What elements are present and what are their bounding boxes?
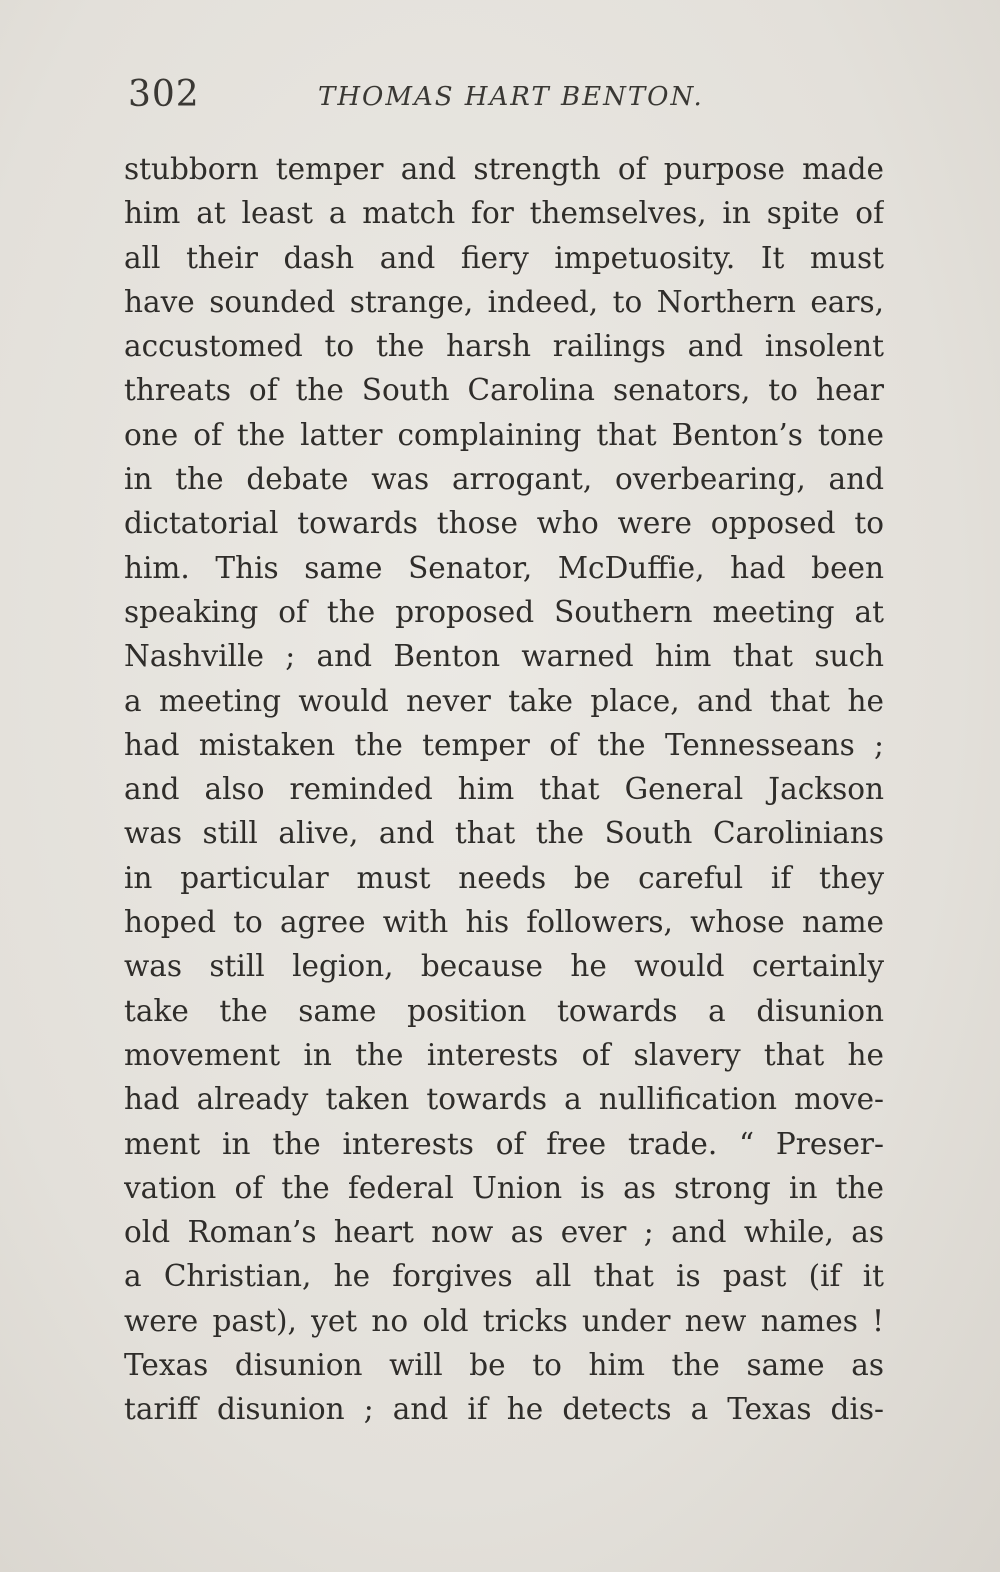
text-line: accustomed to the harsh railings and insolent bbox=[124, 329, 884, 364]
text-line: threats of the South Carolina senators, to hear bbox=[124, 373, 884, 408]
text-line: him. This same Senator, McDuffie, had been bbox=[124, 550, 884, 585]
text-line: in the debate was arrogant, overbearing, and bbox=[124, 462, 884, 497]
text-line: ment in the interests of free trade. “ Preser- bbox=[124, 1126, 884, 1161]
text-line: in particular must needs be careful if they bbox=[124, 860, 884, 895]
text-line: speaking of the proposed Southern meeting at bbox=[124, 594, 884, 629]
text-line: old Roman’s heart now as ever ; and while, as bbox=[124, 1215, 884, 1250]
text-line: movement in the interests of slavery that he bbox=[124, 1037, 884, 1072]
text-line: was still legion, because he would certainly bbox=[124, 949, 884, 984]
body-text bbox=[124, 147, 884, 1432]
text-line: a meeting would never take place, and that he bbox=[124, 683, 884, 718]
text-line: vation of the federal Union is as strong in the bbox=[124, 1170, 884, 1205]
page-number: 302 bbox=[128, 74, 200, 115]
text-line: all their dash and fiery impetuosity. It must bbox=[124, 240, 884, 275]
text-line: Texas disunion will be to him the same as bbox=[124, 1348, 884, 1383]
text-line: and also reminded him that General Jackson bbox=[124, 772, 884, 807]
text-line: was still alive, and that the South Carolinians bbox=[124, 816, 884, 851]
text-line: him at least a match for themselves, in spite of bbox=[124, 196, 884, 231]
text-line: have sounded strange, indeed, to Northern ears, bbox=[124, 284, 884, 319]
text-line: Nashville ; and Benton warned him that such bbox=[124, 639, 884, 674]
running-title: THOMAS HART BENTON. bbox=[318, 82, 704, 112]
text-line: tariff disunion ; and if he detects a Texas dis- bbox=[124, 1392, 884, 1427]
text-line: stubborn temper and strength of purpose made bbox=[124, 152, 884, 186]
page-header bbox=[128, 74, 888, 122]
text-line: hoped to agree with his followers, whose name bbox=[124, 905, 884, 940]
text-line: one of the latter complaining that Benton’s tone bbox=[124, 417, 884, 452]
text-line: take the same position towards a disunion bbox=[124, 993, 884, 1028]
text-line: a Christian, he forgives all that is past (if it bbox=[124, 1259, 884, 1294]
text-line: had mistaken the temper of the Tennesseans ; bbox=[124, 727, 884, 762]
text-line: were past), yet no old tricks under new names ! bbox=[124, 1303, 884, 1338]
text-line: dictatorial towards those who were opposed to bbox=[124, 506, 884, 541]
text-line: had already taken towards a nullification move- bbox=[124, 1082, 884, 1117]
